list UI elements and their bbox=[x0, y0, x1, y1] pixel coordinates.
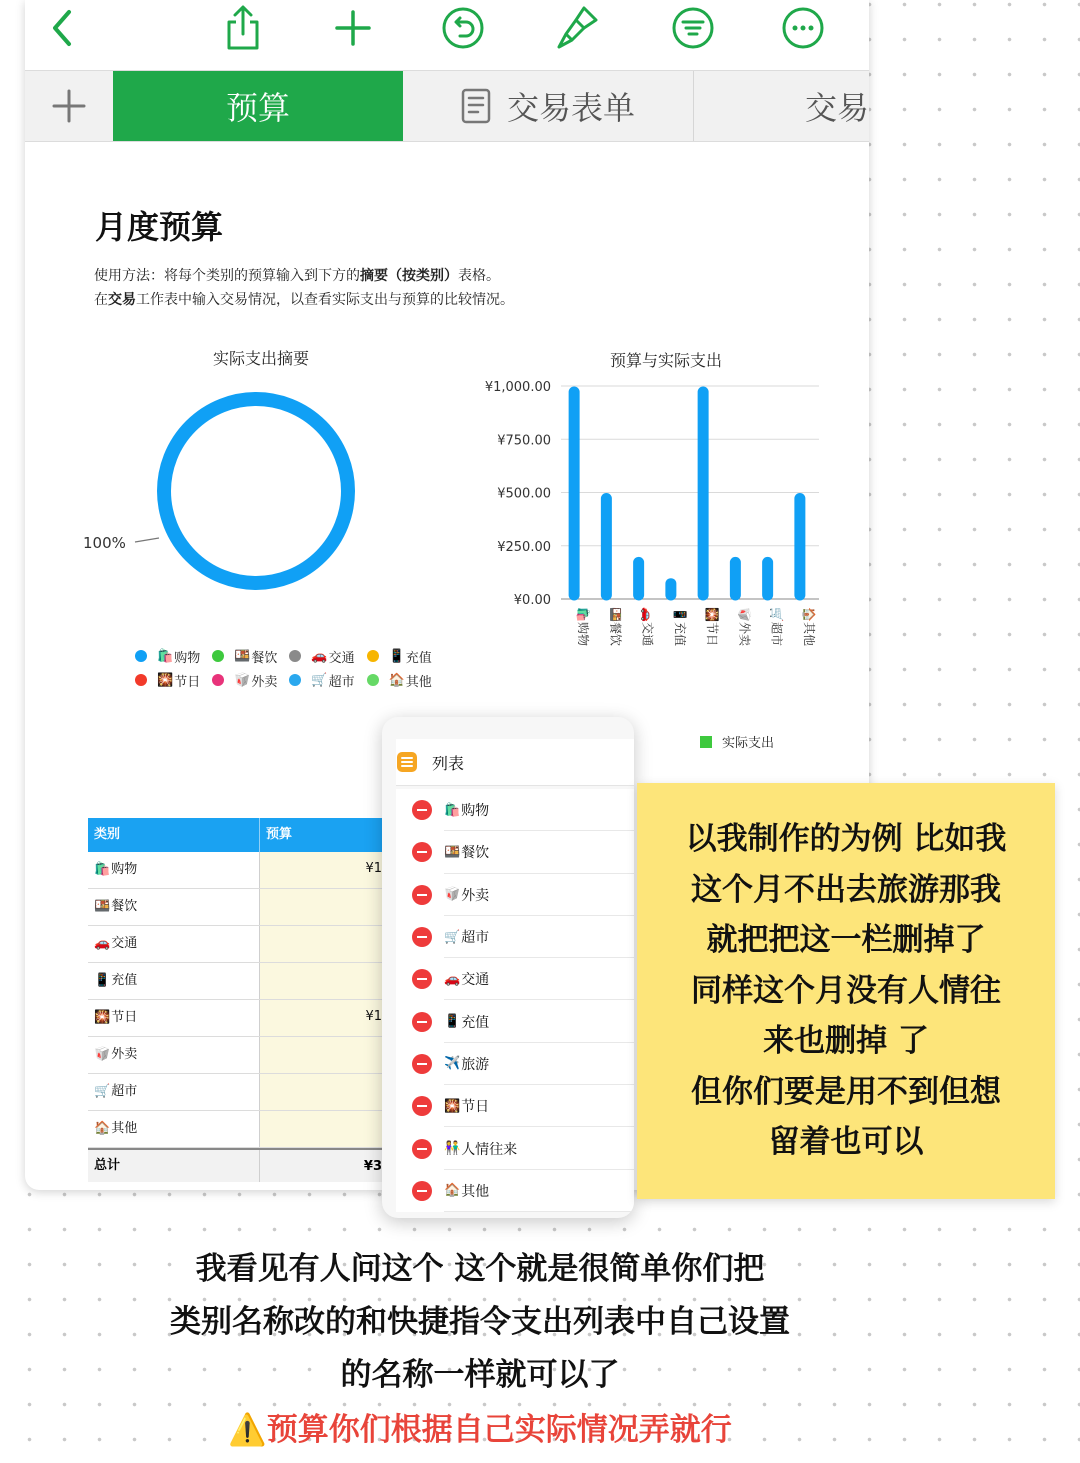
budget-cell[interactable] bbox=[260, 852, 388, 888]
list-item-label: 购物 bbox=[461, 803, 490, 820]
tab-budget[interactable]: 预算 bbox=[113, 71, 403, 141]
y-tick-label: ¥250.00 bbox=[497, 539, 551, 555]
x-tick-label bbox=[737, 607, 751, 646]
category-emoji-icon: 📱 bbox=[672, 607, 687, 622]
list-item-label: 充值 bbox=[461, 1014, 490, 1031]
budget-cell[interactable] bbox=[260, 963, 388, 999]
add-sheet-button[interactable] bbox=[25, 71, 114, 141]
note-line: 留着也可以 bbox=[768, 1124, 924, 1161]
category-cell[interactable] bbox=[88, 889, 260, 925]
legend-label: 节日 bbox=[174, 674, 201, 690]
delete-icon[interactable] bbox=[412, 842, 432, 862]
category-emoji-icon: 🛍️ bbox=[157, 648, 174, 664]
tab-transaction-form[interactable]: 交易表单 bbox=[403, 71, 694, 141]
list-icon bbox=[396, 751, 418, 773]
category-label: 其他 bbox=[111, 1121, 138, 1136]
list-item[interactable] bbox=[396, 958, 634, 1000]
category-emoji-icon: 🎇 bbox=[94, 1010, 111, 1025]
bar-chart[interactable] bbox=[445, 370, 825, 670]
sticky-note bbox=[637, 783, 1055, 1199]
list-item-label: 外卖 bbox=[461, 887, 490, 904]
category-emoji-icon: 🛒 bbox=[94, 1084, 111, 1099]
filter-icon[interactable] bbox=[669, 4, 717, 52]
category-emoji-icon: 🍱 bbox=[234, 648, 251, 664]
category-cell[interactable] bbox=[88, 1074, 260, 1110]
category-emoji-icon: 🥡 bbox=[444, 887, 461, 903]
legend-label: 其他 bbox=[405, 674, 432, 690]
delete-icon[interactable] bbox=[412, 1139, 432, 1159]
legend-dot bbox=[289, 674, 301, 686]
list-item[interactable] bbox=[396, 916, 634, 958]
delete-icon[interactable] bbox=[412, 1054, 432, 1074]
list-item-label: 餐饮 bbox=[461, 845, 490, 862]
category-emoji-icon: 🛍️ bbox=[576, 607, 591, 622]
list-item-label: 交通 bbox=[461, 972, 490, 989]
legend-label: 充值 bbox=[405, 650, 432, 666]
category-emoji-icon: 📱 bbox=[444, 1014, 461, 1030]
column-header-category[interactable]: 类别 bbox=[88, 818, 260, 852]
category-emoji-icon: 🍱 bbox=[444, 844, 461, 860]
x-tick-label bbox=[641, 607, 655, 646]
list-item[interactable] bbox=[396, 789, 634, 831]
sheet-tabs bbox=[25, 70, 869, 142]
category-emoji-icon: 🎇 bbox=[157, 672, 174, 688]
list-item-label: 超市 bbox=[461, 930, 490, 947]
category-emoji-icon: 🛒 bbox=[311, 672, 328, 688]
category-emoji-icon: 👫 bbox=[444, 1141, 461, 1157]
budget-value: ¥1 bbox=[365, 861, 382, 876]
toolbar bbox=[25, 0, 869, 70]
table-footer bbox=[88, 1148, 388, 1182]
total-value: ¥3 bbox=[363, 1159, 382, 1174]
list-item[interactable] bbox=[396, 1085, 634, 1127]
x-tick-label bbox=[576, 607, 591, 646]
legend-item bbox=[212, 647, 277, 666]
list-item[interactable] bbox=[396, 874, 634, 916]
note-line: 这个月不出去旅游那我 bbox=[691, 871, 1001, 908]
legend-item bbox=[367, 671, 432, 690]
legend-item bbox=[212, 671, 277, 690]
note-line: 以我制作的为例 比如我 bbox=[685, 821, 1007, 858]
y-tick-label: ¥0.00 bbox=[513, 593, 551, 608]
table-row bbox=[88, 926, 388, 963]
plus-icon[interactable] bbox=[329, 4, 377, 52]
list-item[interactable] bbox=[396, 1170, 634, 1212]
x-tick-label bbox=[802, 607, 817, 646]
category-emoji-icon: 🚗 bbox=[311, 648, 328, 664]
category-emoji-icon: 🚗 bbox=[640, 607, 655, 622]
category-emoji-icon: 🍱 bbox=[94, 899, 111, 914]
category-label: 超市 bbox=[111, 1084, 138, 1099]
x-tick-label bbox=[705, 607, 720, 646]
plus-icon bbox=[51, 88, 87, 124]
legend-item bbox=[289, 671, 354, 690]
list-item-label: 节日 bbox=[461, 1099, 490, 1116]
category-label: 超市 bbox=[769, 621, 784, 646]
legend-dot bbox=[289, 650, 301, 662]
table-body bbox=[88, 852, 388, 1148]
legend-item bbox=[367, 647, 432, 666]
category-cell[interactable] bbox=[88, 1000, 260, 1036]
delete-icon[interactable] bbox=[412, 1181, 432, 1201]
total-cell[interactable] bbox=[260, 1150, 388, 1182]
note-line: 但你们要是用不到但想 bbox=[691, 1073, 1001, 1110]
share-icon[interactable] bbox=[219, 4, 267, 52]
category-label: 其他 bbox=[801, 621, 816, 646]
instruction-line-1: 使用方法：将每个类别的预算输入到下方的摘要（按类别）表格。 bbox=[94, 268, 500, 284]
paintbrush-icon[interactable] bbox=[553, 4, 601, 52]
category-emoji-icon: 🏠 bbox=[444, 1183, 461, 1199]
instruction-line-2: 在交易工作表中输入交易情况，以查看实际支出与预算的比较情况。 bbox=[94, 292, 514, 308]
y-tick-label: ¥500.00 bbox=[497, 486, 551, 502]
bar-chart-legend: 实际支出 bbox=[700, 732, 774, 751]
back-icon[interactable] bbox=[39, 4, 87, 52]
legend-dot bbox=[212, 674, 224, 686]
legend-item bbox=[135, 647, 200, 666]
table-header bbox=[88, 818, 388, 852]
category-emoji-icon: 🛒 bbox=[769, 607, 784, 622]
list-item[interactable] bbox=[396, 1127, 634, 1169]
category-emoji-icon: 🏠 bbox=[94, 1121, 111, 1136]
legend-swatch bbox=[700, 736, 712, 748]
category-cell[interactable] bbox=[88, 963, 260, 999]
budget-cell[interactable] bbox=[260, 1074, 388, 1110]
delete-icon[interactable] bbox=[412, 927, 432, 947]
category-cell[interactable] bbox=[88, 1037, 260, 1073]
warning-text: 预算你们根据自己实际情况弄就行 bbox=[266, 1412, 732, 1448]
list-item-label: 人情往来 bbox=[461, 1141, 518, 1158]
category-emoji-icon: 🎇 bbox=[444, 1098, 461, 1114]
category-emoji-icon: 🚗 bbox=[94, 936, 111, 951]
table-row bbox=[88, 1000, 388, 1037]
note-line: 来也删掉 了 bbox=[763, 1023, 929, 1060]
category-label: 充值 bbox=[111, 973, 138, 988]
page-title: 月度预算 bbox=[95, 208, 224, 246]
x-tick-label bbox=[608, 607, 623, 646]
budget-cell[interactable] bbox=[260, 889, 388, 925]
list-header: 列表 bbox=[396, 739, 634, 786]
delete-icon[interactable] bbox=[412, 800, 432, 820]
category-emoji-icon: 🏠 bbox=[801, 607, 816, 622]
table-row bbox=[88, 889, 388, 926]
category-emoji-icon: 📱 bbox=[94, 973, 111, 988]
category-label: 交通 bbox=[111, 936, 138, 951]
category-emoji-icon: ✈️ bbox=[444, 1056, 461, 1072]
category-label: 购物 bbox=[111, 862, 138, 877]
table-row bbox=[88, 1037, 388, 1074]
legend-dot bbox=[135, 674, 147, 686]
summary-table bbox=[88, 818, 388, 1182]
legend-dot bbox=[367, 674, 379, 686]
category-label: 节日 bbox=[111, 1010, 138, 1025]
list-items bbox=[396, 789, 634, 1212]
donut-label-leader bbox=[135, 538, 159, 542]
donut-percent-label: 100% bbox=[83, 534, 126, 552]
category-label: 餐饮 bbox=[608, 621, 623, 646]
note-line: 就把把这一栏删掉了 bbox=[706, 922, 986, 959]
legend-dot bbox=[212, 650, 224, 662]
delete-icon[interactable] bbox=[412, 969, 432, 989]
category-emoji-icon: 🍱 bbox=[608, 607, 623, 622]
list-item-label: 其他 bbox=[461, 1183, 490, 1200]
category-cell[interactable] bbox=[88, 926, 260, 962]
category-label: 外卖 bbox=[737, 621, 752, 646]
donut-legend bbox=[135, 644, 475, 692]
legend-label: 外卖 bbox=[251, 674, 278, 690]
legend-label: 超市 bbox=[328, 674, 355, 690]
table-row bbox=[88, 963, 388, 1000]
list-item[interactable] bbox=[396, 1043, 634, 1085]
column-header-budget[interactable]: 预算 bbox=[266, 827, 293, 842]
legend-label: 购物 bbox=[174, 650, 201, 666]
category-emoji-icon: 📱 bbox=[388, 648, 405, 664]
undo-icon[interactable] bbox=[439, 4, 487, 52]
budget-cell[interactable] bbox=[260, 1000, 388, 1036]
total-label[interactable]: 总计 bbox=[88, 1150, 260, 1182]
category-label: 外卖 bbox=[111, 1047, 138, 1062]
y-tick-label: ¥1,000.00 bbox=[484, 380, 551, 395]
bar-chart-title: 预算与实际支出 bbox=[610, 351, 723, 370]
list-item[interactable] bbox=[396, 831, 634, 873]
legend-dot bbox=[367, 650, 379, 662]
caption-line-3: 的名称一样就可以了 bbox=[340, 1357, 620, 1393]
donut-ring bbox=[164, 399, 348, 583]
caption-warning bbox=[0, 1404, 960, 1449]
category-cell[interactable] bbox=[88, 852, 260, 888]
category-emoji-icon: 🥡 bbox=[737, 607, 752, 622]
caption-line-1: 我看见有人问这个 这个就是很简单你们把 bbox=[195, 1251, 765, 1287]
donut-chart[interactable] bbox=[75, 370, 405, 610]
budget-value: ¥1 bbox=[365, 1009, 382, 1024]
budget-cell[interactable] bbox=[260, 926, 388, 962]
table-row bbox=[88, 1111, 388, 1148]
x-tick-label bbox=[770, 607, 785, 646]
legend-label: 交通 bbox=[328, 650, 355, 666]
warning-icon: ⚠️ bbox=[228, 1412, 267, 1448]
category-cell[interactable] bbox=[88, 1111, 260, 1147]
category-label: 交通 bbox=[640, 621, 655, 646]
form-icon bbox=[461, 88, 491, 124]
tab-transactions[interactable]: 交易 bbox=[805, 89, 869, 127]
list-item-label: 旅游 bbox=[461, 1056, 490, 1073]
category-emoji-icon: 🏠 bbox=[388, 672, 405, 688]
list-popover bbox=[382, 717, 634, 1218]
category-emoji-icon: 🛒 bbox=[444, 929, 461, 945]
category-emoji-icon: 🥡 bbox=[94, 1047, 111, 1062]
category-emoji-icon: 🥡 bbox=[234, 672, 251, 688]
donut-chart-title: 实际支出摘要 bbox=[213, 349, 310, 368]
delete-icon[interactable] bbox=[412, 1096, 432, 1116]
more-icon[interactable] bbox=[779, 4, 827, 52]
legend-item bbox=[135, 671, 200, 690]
list-item[interactable] bbox=[396, 1000, 634, 1042]
budget-cell[interactable] bbox=[260, 1037, 388, 1073]
delete-icon[interactable] bbox=[412, 1012, 432, 1032]
legend-label: 餐饮 bbox=[251, 650, 278, 666]
legend-row bbox=[135, 668, 475, 692]
budget-cell[interactable] bbox=[260, 1111, 388, 1147]
category-emoji-icon: 🚗 bbox=[444, 971, 461, 987]
table-row bbox=[88, 1074, 388, 1111]
category-emoji-icon: 🛍️ bbox=[94, 862, 111, 877]
category-label: 节日 bbox=[705, 621, 720, 646]
table-row bbox=[88, 852, 388, 889]
delete-icon[interactable] bbox=[412, 885, 432, 905]
note-line: 同样这个月没有人情往 bbox=[691, 972, 1001, 1009]
x-tick-label bbox=[673, 607, 688, 646]
caption-line-2: 类别名称改的和快捷指令支出列表中自己设置 bbox=[170, 1304, 790, 1340]
legend-row bbox=[135, 644, 475, 668]
category-label: 餐饮 bbox=[111, 899, 138, 914]
category-label: 充值 bbox=[672, 621, 687, 646]
y-tick-label: ¥750.00 bbox=[497, 433, 551, 449]
category-emoji-icon: 🎇 bbox=[705, 607, 720, 622]
category-emoji-icon: 🛍️ bbox=[444, 802, 461, 818]
category-label: 购物 bbox=[576, 621, 591, 646]
legend-item bbox=[289, 647, 354, 666]
legend-dot bbox=[135, 650, 147, 662]
